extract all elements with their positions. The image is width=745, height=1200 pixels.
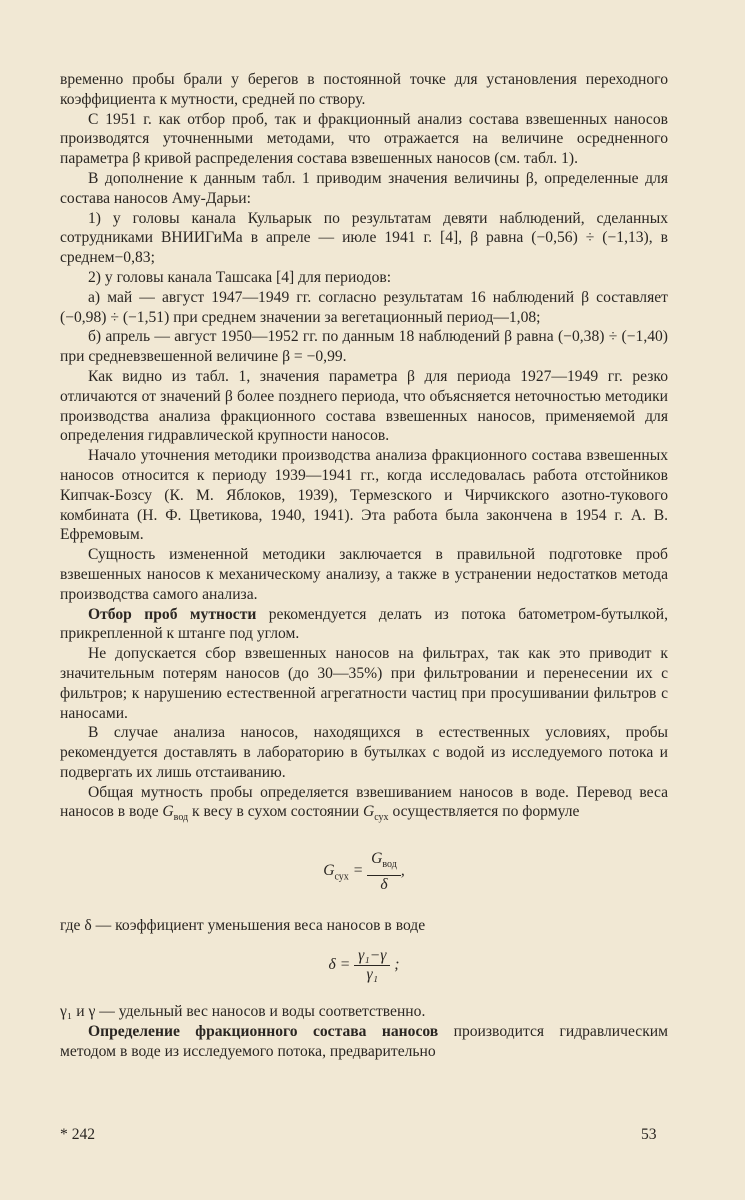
formula-delta: δ = $\frac{\text{γ₁−γ}}{\text{γ₁}}$ ; (328, 947, 400, 984)
where-line: где δ — коэффициент уменьшения веса наносов в воде (60, 916, 426, 934)
formula-fraction: $\frac{G_{вод}}{\delta}$ (367, 850, 401, 893)
weight-paragraph: Общая мутность пробы определяется взвешиванием наносов в воде. Перевод веса наносов в воде $G_{вод}$ к весу в сухом состоянии $G_{сух}$ осуществляется по формуле (60, 783, 668, 824)
paragraph: Сущность измененной методики заключается в правильной подготовке проб взвешенных наносов к механическому анализу, а также в устранении недостатков метода производства самого анализа. (60, 546, 668, 603)
paragraph: Не допускается сбор взвешенных наносов на фильтрах, так как это приводит к значительным потерям наносов (до 30—35%) при фильтровании и перенесении их с фильтров; к нарушению естественной агрегатности частиц при просушивании фильтров с наносами. (60, 645, 668, 722)
paragraph: а) май — август 1947—1949 гг. согласно результатам 16 наблюдений β составляет (−0,98) ÷ (−1,51) при среднем значении за вегетационный период—1,08; (60, 288, 668, 326)
sampling-text: рекомендуется делать из потока батометром-бутылкой, прикрепленной к штанге под углом. (60, 605, 668, 643)
g-vod: $G_{вод}$ (162, 803, 189, 824)
fraction-lead: Определение фракционного состава наносов (88, 1023, 439, 1041)
fraction-paragraph (60, 1022, 668, 1062)
paragraph: 1) у головы канала Кульарык по результатам девяти наблюдений, сделанных сотрудниками ВНИИГиМа в апреле — июле 1941 г. [4], β равна (−0,56) ÷ (−1,13), в среднем−0,83; (60, 209, 668, 267)
paragraph: временно пробы брали у берегов в постоянной точке для установления переходного коэффициента к мутности, средней по створу. (60, 71, 668, 108)
paragraph: Начало уточнения методики производства анализа фракционного состава взвешенных наносов относится к периоду 1939—1941 гг., когда исследовалась работа отстойников Кипчак-Бозсу (К. М. Яблоков, 1939), Термезского и Чирчикского азотно-тукового комбината (Н. Ф. Цветикова, 1940, 1941). Эта работа была закончена в 1954 г. А. В. Ефремовым. (60, 447, 668, 544)
signature-mark: * 242 (60, 1126, 96, 1143)
paragraph: В случае анализа наносов, находящихся в естественных условиях, пробы рекомендуется доставлять в лабораторию в бутылках с водой из исследуемого потока и подвергать их лишь отстаиванию. (60, 724, 668, 781)
fraction-text: производится гидравлическим методом в воде из исследуемого потока, предварительно (60, 1023, 668, 1060)
paragraph: С 1951 г. как отбор проб, так и фракционный анализ состава взвешенных наносов производятся уточненными методами, что отражается на величине осредненного параметра β кривой распределения состава взвешенных наносов (см. табл. 1). (60, 110, 668, 168)
gamma-line: γ₁ и γ — удельный вес наносов и воды соответственно. (60, 1003, 426, 1021)
paragraph: б) апрель — август 1950—1952 гг. по данным 18 наблюдений β равна (−0,38) ÷ (−1,40) при средневзвешенной величине β = −0,99. (60, 328, 668, 366)
formula-g-dry: $G_{сух}$ = $\frac{G_{вод}}{\delta}$ , (323, 850, 405, 893)
sampling-lead: Отбор проб мутности (88, 605, 257, 623)
paragraph: Как видно из табл. 1, значения параметра β для периода 1927—1949 гг. резко отличаются от значений β более позднего периода, что объясняется неточностью методики производства анализа фракционного состава взвешенных наносов, применяемой для определения гидравлической крупности наносов. (60, 367, 668, 445)
paragraph: 2) у головы канала Ташсака [4] для периодов: (88, 268, 392, 286)
sampling-paragraph (60, 605, 668, 645)
formula-fraction: $\frac{\text{γ₁−γ}}{\text{γ₁}}$ (354, 947, 390, 984)
page-number: 53 (641, 1126, 657, 1143)
g-suh: $G_{сух}$ (362, 803, 389, 824)
body-text (60, 70, 668, 1062)
paragraph: В дополнение к данным табл. 1 приводим значения величины β, определенные для состава наносов Аму-Дарьи: (60, 169, 668, 207)
